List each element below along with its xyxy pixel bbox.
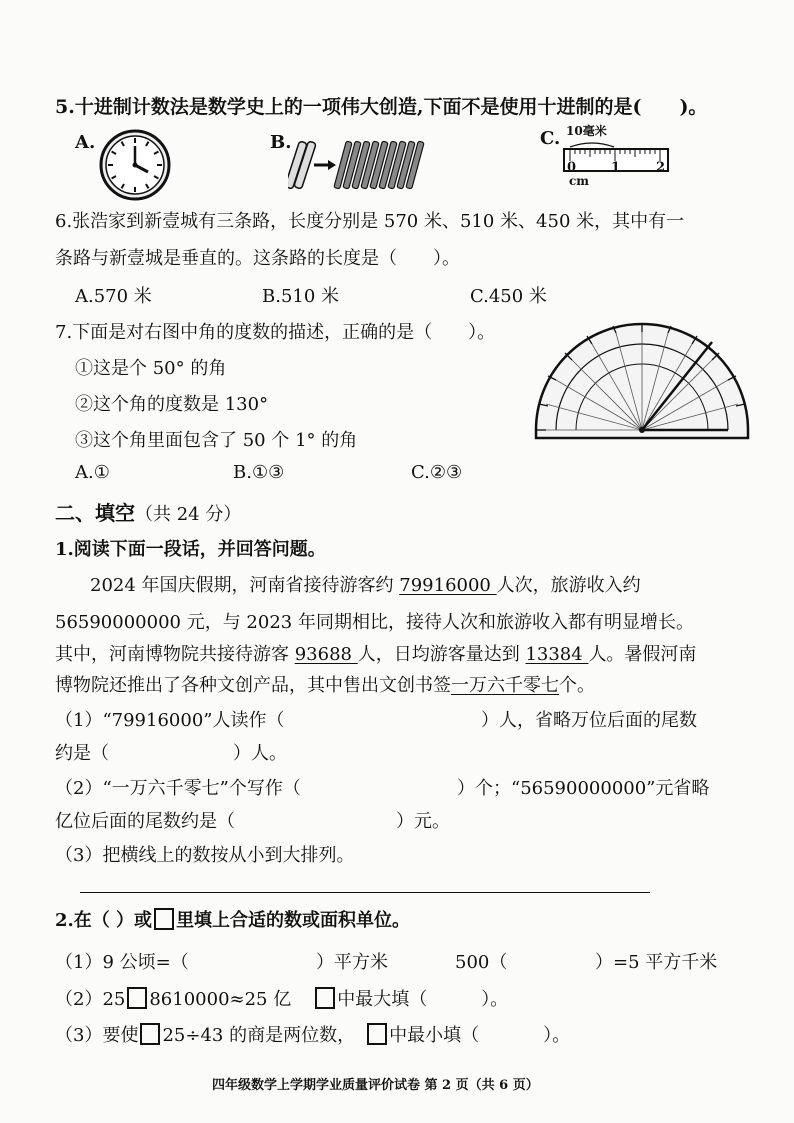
- ruler-unit: cm: [569, 174, 590, 188]
- q5-option-b: B.: [270, 132, 292, 153]
- q6-option-c: C.450 米: [470, 286, 547, 307]
- f1-p3-text-b: 人，日均游客量达到: [357, 644, 526, 665]
- ruler-number-0: 0: [567, 160, 577, 175]
- bundled-sticks-image: [288, 135, 428, 193]
- f1-p3-text-a: 其中，河南博物院共接待游客: [55, 644, 295, 665]
- f2-row-2: [55, 985, 508, 1011]
- answer-box-icon: [154, 908, 174, 930]
- f1-p4-text-b: 个。: [559, 675, 595, 696]
- protractor-image: [532, 318, 752, 440]
- q7-option-c: C.②③: [411, 462, 463, 483]
- f1-p1-underlined: 79916000: [399, 575, 497, 596]
- f2-r3-d: ）。: [543, 1025, 571, 1046]
- f1-q2-part-b: ）个；“56590000000”元省略: [457, 778, 710, 799]
- f1-p1-text-a: 2024 年国庆假期，河南省接待游客约: [90, 575, 400, 596]
- page-footer: 四年级数学上学期学业质量评价试卷 第 2 页（共 6 页）: [212, 1078, 539, 1093]
- f2-row-3: [55, 1021, 570, 1047]
- f1-q1-part-a: （1）“79916000”人读作（: [55, 710, 285, 731]
- f2-r3-c: 中最小填（: [389, 1025, 480, 1046]
- clock-image: [98, 128, 172, 202]
- f2-r2-c: 中最大填（: [337, 989, 428, 1010]
- f1-paragraph-line-2: 56590000000 元，与 2023 年同期相比，接待人次和旅游收入都有明显增长。: [55, 612, 694, 633]
- q6-option-b: B.510 米: [262, 286, 340, 307]
- f2-r2-d: ）。: [481, 989, 509, 1010]
- f1-q2-part-c: 亿位后面的尾数约是（: [55, 811, 235, 832]
- q5-stem: 5.十进制计数法是数学史上的一项伟大创造,下面不是使用十进制的是( )。: [55, 96, 708, 118]
- q6-option-a: A.570 米: [75, 286, 152, 307]
- f1-q1-part-d: ）人。: [233, 743, 287, 764]
- answer-line[interactable]: [80, 892, 650, 893]
- f2-r3-a: （3）要使: [55, 1025, 139, 1046]
- f2-stem: [55, 906, 410, 932]
- f1-p3-underlined-2: 13384: [525, 644, 589, 665]
- q7-stem: 7.下面是对右图中角的度数的描述，正确的是（ ）。: [55, 322, 496, 343]
- f2-stem-a: 2.在（ ）或: [55, 910, 153, 931]
- f2-r2-a: （2）25: [55, 989, 126, 1010]
- f1-p3-text-c: 人。暑假河南: [588, 644, 697, 665]
- section-2-title-text: 二、填空: [55, 501, 135, 525]
- q6-line-2: 条路与新壹城是垂直的。这条路的长度是（ ）。: [55, 248, 460, 269]
- f2-r1-c: 500（: [455, 952, 508, 973]
- section-2-title: [55, 497, 241, 526]
- f1-p3-underlined-1: 93688: [294, 644, 358, 665]
- q7-statement-2: ②这个角的度数是 130°: [75, 394, 269, 415]
- f2-r1-b: ）平方米: [316, 952, 388, 973]
- f1-paragraph-line-3: [55, 640, 696, 666]
- answer-box-2[interactable]: [315, 987, 335, 1009]
- ruler-top-label: 10毫米: [566, 124, 607, 138]
- q6-line-1: 6.张浩家到新壹城有三条路，长度分别是 570 米、510 米、450 米，其中有一: [55, 211, 685, 232]
- q7-statement-3: ③这个角里面包含了 50 个 1° 的角: [75, 430, 358, 451]
- q7-option-b: B.①③: [233, 462, 285, 483]
- f2-r2-b: 8610000≈25 亿: [149, 989, 292, 1010]
- f2-stem-b: 里填上合适的数或面积单位。: [176, 910, 411, 931]
- answer-box-4[interactable]: [367, 1023, 387, 1045]
- ruler-number-2: 2: [656, 160, 666, 175]
- f1-stem: 1.阅读下面一段话，并回答问题。: [55, 539, 326, 560]
- f1-q1-part-b: ）人，省略万位后面的尾数: [481, 710, 697, 731]
- q7-option-a: A.①: [75, 462, 110, 483]
- ruler-number-1: 1: [611, 160, 621, 175]
- f1-q2-part-d: ）元。: [396, 811, 450, 832]
- f1-q1-part-c: 约是（: [55, 743, 109, 764]
- f1-paragraph-line-1: [90, 571, 641, 597]
- f2-r3-b: 25÷43 的商是两位数，: [162, 1025, 356, 1046]
- answer-box-1[interactable]: [127, 987, 147, 1009]
- q7-statement-1: ①这是个 50° 的角: [75, 358, 227, 379]
- q5-option-c: C.: [540, 128, 561, 149]
- answer-box-3[interactable]: [140, 1023, 160, 1045]
- q5-option-a: A.: [75, 132, 96, 153]
- section-2-score: （共 24 分）: [135, 504, 242, 525]
- f1-q2-part-a: （2）“一万六千零七”个写作（: [55, 778, 301, 799]
- f2-r1-d: ）=5 平方千米: [595, 952, 718, 973]
- f1-paragraph-line-4: [55, 671, 595, 697]
- f1-q3: （3）把横线上的数按从小到大排列。: [55, 845, 355, 866]
- f1-p4-text-a: 博物院还推出了各种文创产品，其中售出文创书签: [55, 675, 451, 696]
- f1-p4-underlined: 一万六千零七: [451, 675, 559, 696]
- f2-r1-a: （1）9 公顷=（: [55, 952, 189, 973]
- f1-p1-text-b: 人次，旅游收入约: [496, 575, 641, 596]
